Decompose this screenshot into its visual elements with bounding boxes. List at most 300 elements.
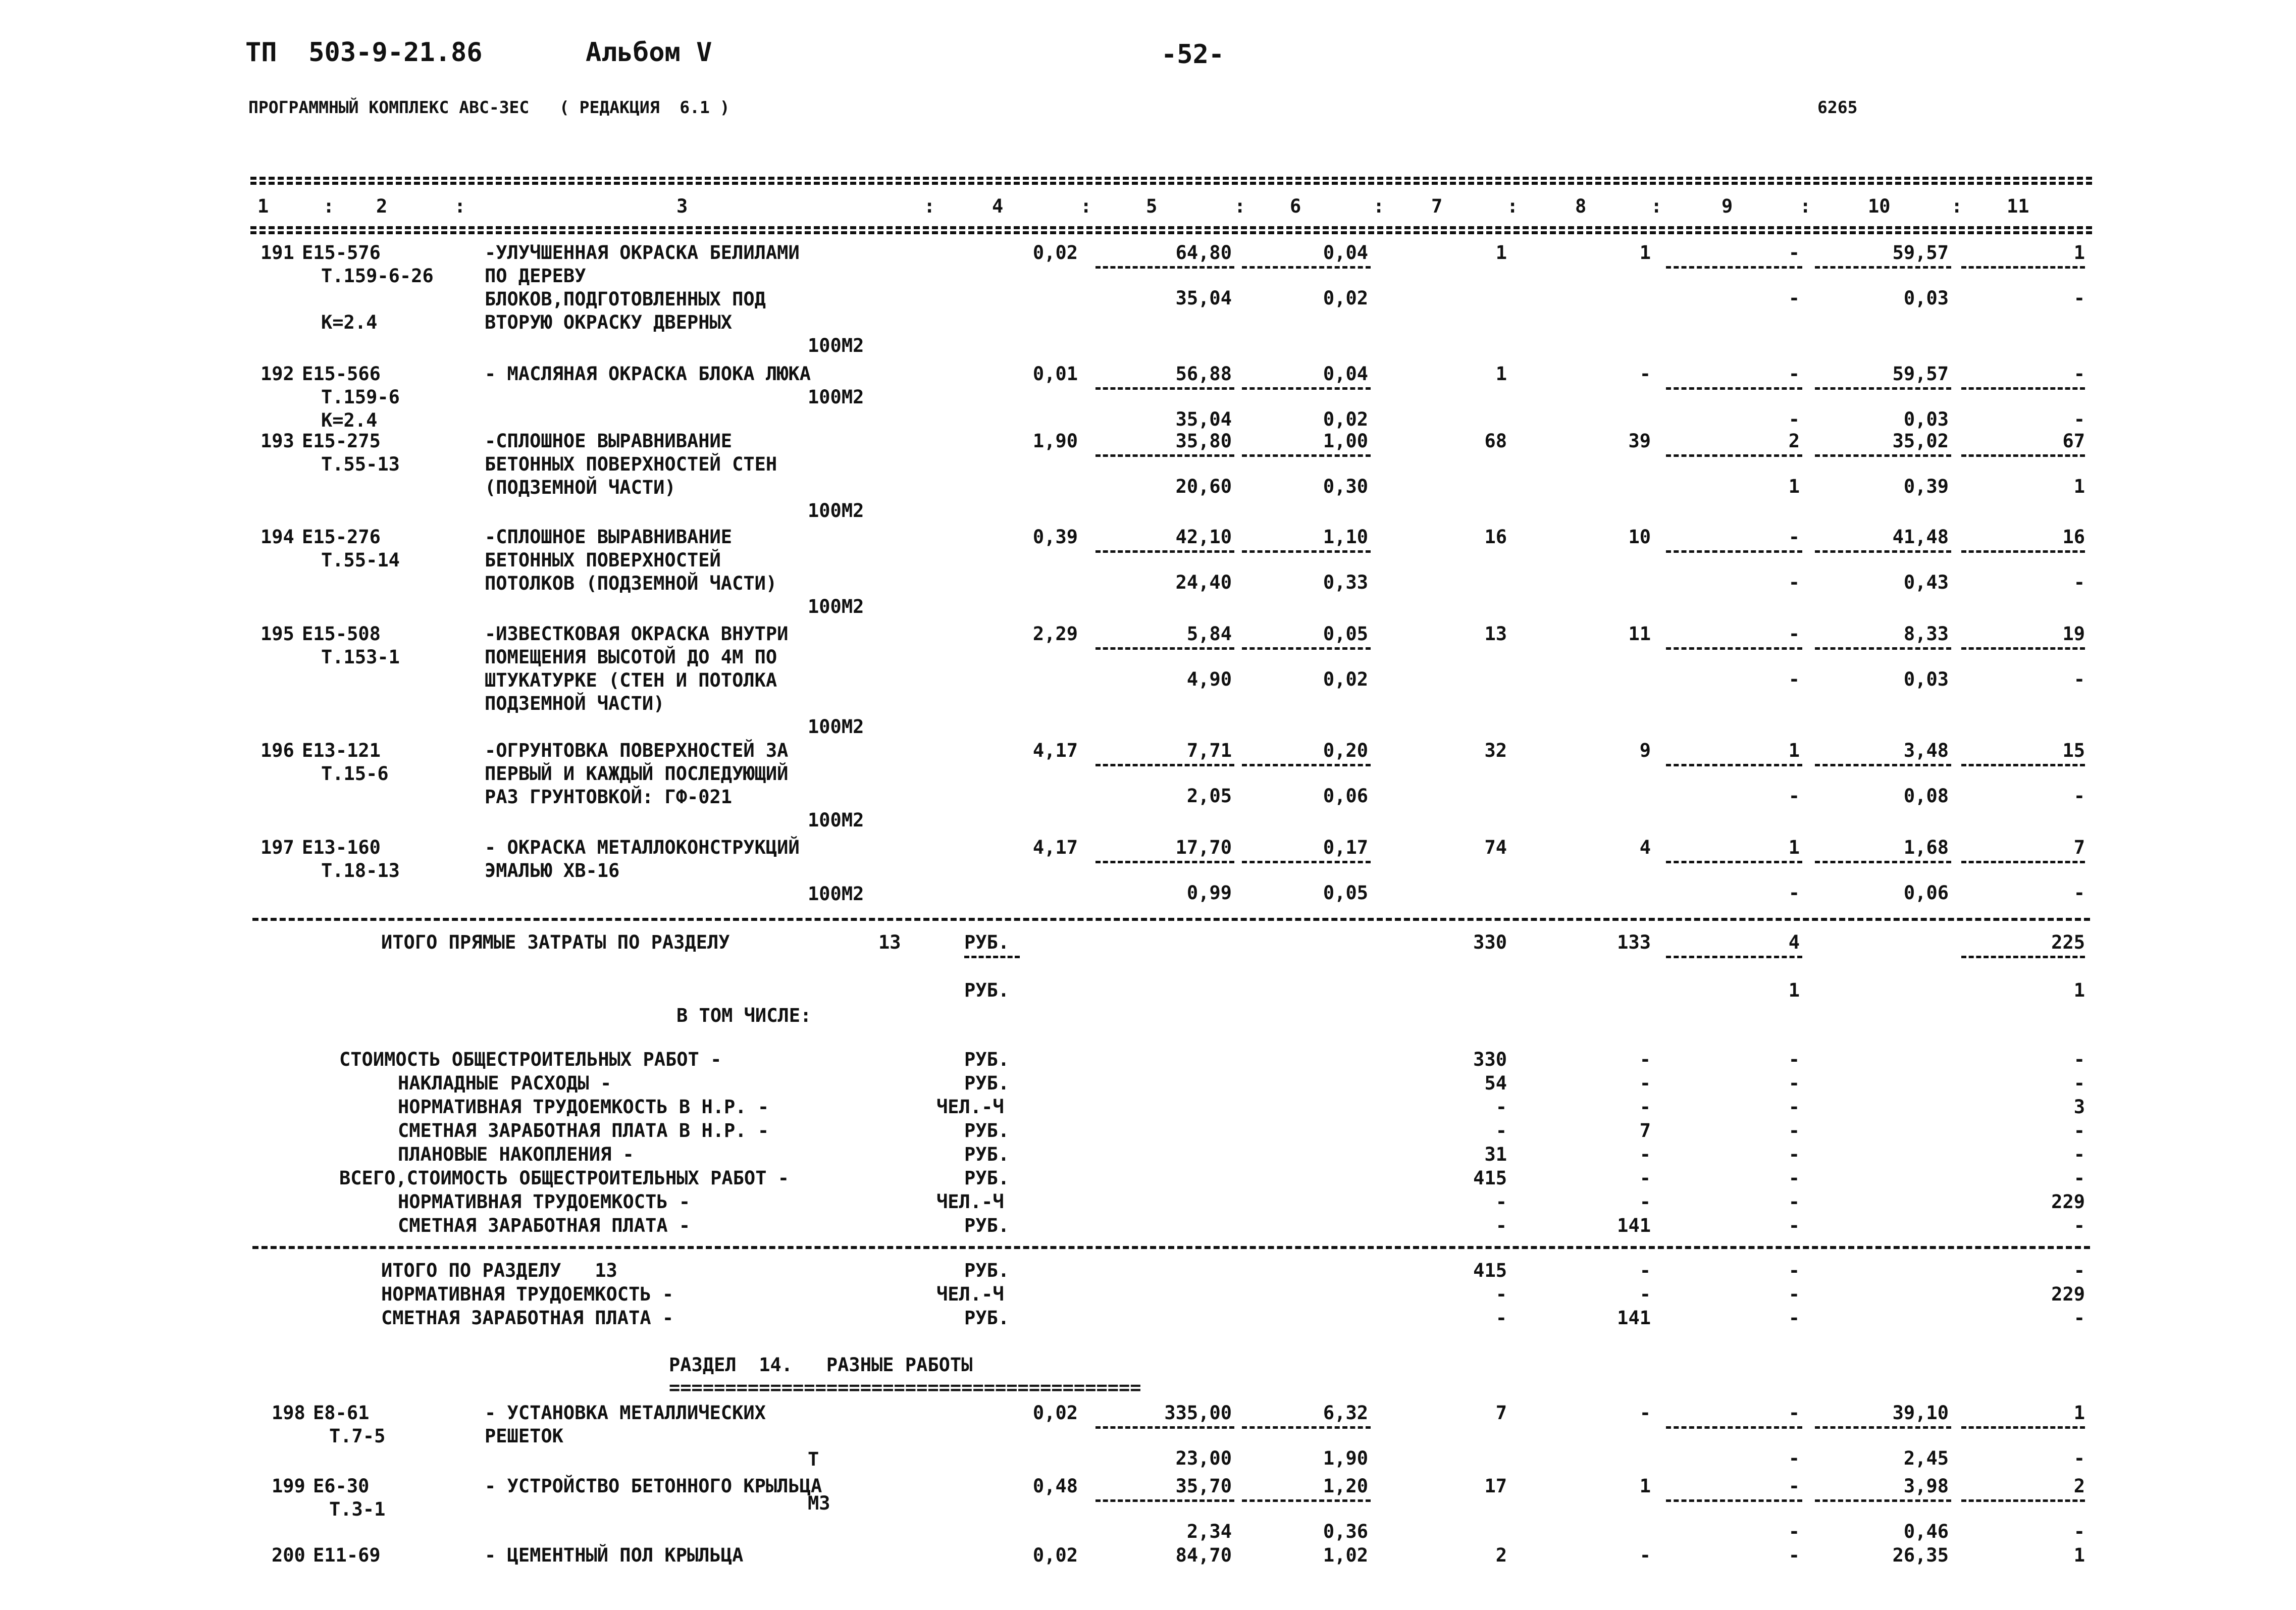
summary-label: СМЕТНАЯ ЗАРАБОТНАЯ ПЛАТА - [398, 1215, 691, 1236]
sub-dash [1242, 1499, 1371, 1502]
sub-dash [1666, 647, 1802, 650]
machine-cost-sub: - [1788, 668, 1800, 690]
summary-label: СТОИМОСТЬ ОБЩЕСТРОИТЕЛЬНЫХ РАБОТ - [339, 1049, 722, 1070]
machine-cost: - [1788, 623, 1800, 645]
unit-wages: 6,32 [1323, 1402, 1368, 1424]
total-cost: 32 [1484, 740, 1507, 761]
item-number: 191 [260, 242, 294, 264]
summary-cost: 54 [1484, 1072, 1507, 1094]
work-description: ЭМАЛЬЮ ХВ-16 [485, 860, 620, 881]
sub-dash [1242, 387, 1371, 390]
section-total-unit: РУБ. [964, 1307, 1010, 1329]
total-wages: 10 [1628, 526, 1651, 548]
sub-dash [1242, 647, 1371, 650]
item-number: 195 [260, 623, 294, 645]
page-number: -52- [1161, 39, 1225, 70]
item-number: 196 [260, 740, 294, 761]
section-total-label: НОРМАТИВНАЯ ТРУДОЕМКОСТЬ - [381, 1283, 674, 1305]
item-number: 198 [272, 1402, 305, 1424]
section-total-cost: - [1495, 1283, 1507, 1305]
total-wages: 1 [1639, 1475, 1651, 1497]
column-header-8: 8 [1575, 195, 1587, 217]
work-description: БЕТОННЫХ ПОВЕРХНОСТЕЙ [485, 549, 721, 571]
summary-label: НАКЛАДНЫЕ РАСХОДЫ - [398, 1072, 612, 1094]
labor-total: 2 [2073, 1475, 2085, 1497]
labor-unit: 3,48 [1903, 740, 1949, 761]
summary-wages: 7 [1639, 1120, 1651, 1141]
item-number: 192 [260, 363, 294, 385]
work-description: ПОДЗЕМНОЙ ЧАСТИ) [485, 693, 665, 714]
summary-machine: - [1788, 1120, 1800, 1141]
unit-wages: 0,17 [1323, 837, 1368, 858]
sub-dash [1242, 1426, 1371, 1429]
item-number: 194 [260, 526, 294, 548]
sub-dash [1961, 1426, 2085, 1429]
total-cost: 2 [1495, 1544, 1507, 1566]
sub-dash [1095, 550, 1234, 553]
column-header-2: 2 [376, 195, 388, 217]
album-label: Альбом V [586, 37, 712, 68]
summary-unit: РУБ. [964, 1072, 1010, 1094]
sub-dash [1095, 454, 1234, 457]
summary-label: НОРМАТИВНАЯ ТРУДОЕМКОСТЬ - [398, 1191, 691, 1213]
norm-code: Е15-275 [302, 430, 381, 452]
unit-of-measure: 100М2 [808, 716, 864, 738]
norm-code: Е13-160 [302, 837, 381, 858]
norm-code: Е6-30 [313, 1475, 370, 1497]
machine-cost-sub: - [1788, 1521, 1800, 1542]
column-separator: : [1373, 195, 1385, 217]
norm-code: Е11-69 [313, 1544, 381, 1566]
unit-wages-sub: 0,33 [1323, 572, 1368, 593]
total-wages: 39 [1628, 430, 1651, 452]
norm-reference: Т.7-5 [329, 1425, 386, 1447]
sub-dash [1961, 647, 2085, 650]
norm-code: Е13-121 [302, 740, 381, 761]
labor-unit: 35,02 [1892, 430, 1949, 452]
unit-of-measure: 100М2 [808, 809, 864, 831]
item-number: 200 [272, 1544, 305, 1566]
machine-cost: 2 [1788, 430, 1800, 452]
summary-unit: РУБ. [964, 1120, 1010, 1141]
work-description: - МАСЛЯНАЯ ОКРАСКА БЛОКА ЛЮКА [485, 363, 811, 385]
sub-dash [1666, 387, 1802, 390]
document-id: ТП 503-9-21.86 [245, 37, 483, 68]
labor-unit: 59,57 [1892, 242, 1949, 264]
total-wages: 1 [1639, 242, 1651, 264]
sub-dash [1666, 764, 1802, 766]
work-description: - ОКРАСКА МЕТАЛЛОКОНСТРУКЦИЙ [485, 837, 800, 858]
unit-wages-sub: 0,02 [1323, 287, 1368, 309]
summary-unit: РУБ. [964, 1167, 1010, 1189]
summary-wages: - [1639, 1096, 1651, 1118]
machine-cost: - [1788, 363, 1800, 385]
labor-unit: 26,35 [1892, 1544, 1949, 1566]
total-cost: 68 [1484, 430, 1507, 452]
unit-of-measure: М3 [808, 1492, 830, 1514]
labor-unit-sub: 0,39 [1903, 476, 1949, 497]
unit-cost: 35,70 [1175, 1475, 1232, 1497]
labor-total-sub: - [2073, 785, 2085, 807]
quantity: 0,39 [1032, 526, 1078, 548]
work-description: БЛОКОВ,ПОДГОТОВЛЕННЫХ ПОД [485, 288, 766, 310]
header-rule-bottom-2 [250, 231, 2092, 234]
work-description: БЕТОННЫХ ПОВЕРХНОСТЕЙ СТЕН [485, 453, 777, 475]
sub-dash [1666, 266, 1802, 269]
unit-of-measure: 100М2 [808, 500, 864, 522]
section-total-machine: - [1788, 1260, 1800, 1281]
summary-machine: - [1788, 1167, 1800, 1189]
work-description: - УСТРОЙСТВО БЕТОННОГО КРЫЛЬЦА [485, 1475, 822, 1497]
column-header-6: 6 [1290, 195, 1301, 217]
summary-cost: 415 [1473, 1167, 1507, 1189]
unit-cost-sub: 20,60 [1175, 476, 1232, 497]
summary-machine: - [1788, 1144, 1800, 1165]
summary-unit: РУБ. [964, 1215, 1010, 1236]
norm-reference: Т.18-13 [321, 860, 400, 881]
section-total-label: СМЕТНАЯ ЗАРАБОТНАЯ ПЛАТА - [381, 1307, 674, 1329]
unit-cost-sub: 23,00 [1175, 1447, 1232, 1469]
summary-labor: - [2073, 1215, 2085, 1236]
sub-dash [1961, 1499, 2085, 1502]
summary-cost: - [1495, 1191, 1507, 1213]
sub-dash [1242, 861, 1371, 863]
program-line: ПРОГРАММНЫЙ КОМПЛЕКС АВС-3ЕС ( РЕДАКЦИЯ 6.1 ) [248, 97, 730, 117]
section-total-unit: ЧЕЛ.-Ч [936, 1283, 1004, 1305]
total-direct-machine-b: 1 [1788, 979, 1800, 1001]
section-total-unit: РУБ. [964, 1260, 1010, 1281]
item-number: 199 [272, 1475, 305, 1497]
section-total-labor: - [2073, 1260, 2085, 1281]
summary-machine: - [1788, 1191, 1800, 1213]
labor-unit: 41,48 [1892, 526, 1949, 548]
labor-unit-sub: 0,08 [1903, 785, 1949, 807]
machine-cost: - [1788, 1402, 1800, 1424]
unit-cost: 56,88 [1175, 363, 1232, 385]
section-total-cost: 415 [1473, 1260, 1507, 1281]
column-header-3: 3 [676, 195, 688, 217]
total-cost: 7 [1495, 1402, 1507, 1424]
unit-of-measure: 100М2 [808, 883, 864, 905]
labor-total: 19 [2062, 623, 2085, 645]
labor-unit-sub: 0,03 [1903, 408, 1949, 430]
total-direct-wages: 133 [1617, 931, 1651, 953]
summary-labor: - [2073, 1120, 2085, 1141]
total-wages: 9 [1639, 740, 1651, 761]
unit-cost: 17,70 [1175, 837, 1232, 858]
sub-dash [1666, 1499, 1802, 1502]
labor-unit: 1,68 [1903, 837, 1949, 858]
machine-cost: - [1788, 1544, 1800, 1566]
labor-unit-sub: 0,43 [1903, 572, 1949, 593]
labor-unit-sub: 0,03 [1903, 287, 1949, 309]
sub-dash [1961, 266, 2085, 269]
sub-dash [1242, 266, 1371, 269]
unit-cost: 35,80 [1175, 430, 1232, 452]
sub-dash [1815, 387, 1951, 390]
sub-dash [1242, 764, 1371, 766]
unit-wages: 0,05 [1323, 623, 1368, 645]
sub-dash [1815, 1499, 1951, 1502]
quantity: 0,02 [1032, 1544, 1078, 1566]
column-separator: : [1951, 195, 1963, 217]
machine-cost-sub: - [1788, 287, 1800, 309]
unit-cost: 7,71 [1186, 740, 1232, 761]
summary-wages: - [1639, 1167, 1651, 1189]
summary-wages: - [1639, 1049, 1651, 1070]
unit-cost-sub: 2,05 [1186, 785, 1232, 807]
machine-cost-sub: - [1788, 1447, 1800, 1469]
summary-unit: ЧЕЛ.-Ч [936, 1191, 1004, 1213]
summary-cost: - [1495, 1096, 1507, 1118]
norm-reference: Т.55-14 [321, 549, 400, 571]
column-header-5: 5 [1146, 195, 1158, 217]
total-wages: - [1639, 1402, 1651, 1424]
column-separator: : [454, 195, 466, 217]
section-total-label: ИТОГО ПО РАЗДЕЛУ 13 [381, 1260, 617, 1281]
labor-total-sub: - [2073, 1521, 2085, 1542]
total-direct-labor-b: 1 [2073, 979, 2085, 1001]
work-description: РАЗ ГРУНТОВКОЙ: ГФ-021 [485, 786, 733, 808]
labor-total-sub: - [2073, 408, 2085, 430]
norm-reference: Т.153-1 [321, 646, 400, 668]
section-total-wages: - [1639, 1260, 1651, 1281]
sub-dash [1666, 454, 1802, 457]
summary-labor: - [2073, 1049, 2085, 1070]
summary-labor: - [2073, 1167, 2085, 1189]
column-separator: : [1800, 195, 1811, 217]
unit-wages: 0,04 [1323, 363, 1368, 385]
labor-unit-sub: 0,46 [1903, 1521, 1949, 1542]
item-number: 193 [260, 430, 294, 452]
sub-dash [1095, 266, 1234, 269]
work-description: -СПЛОШНОЕ ВЫРАВНИВАНИЕ [485, 430, 733, 452]
quantity: 2,29 [1032, 623, 1078, 645]
summary-cost: 330 [1473, 1049, 1507, 1070]
labor-unit: 8,33 [1903, 623, 1949, 645]
unit-cost-sub: 24,40 [1175, 572, 1232, 593]
total-wages: 4 [1639, 837, 1651, 858]
column-header-9: 9 [1721, 195, 1733, 217]
unit-wages: 1,00 [1323, 430, 1368, 452]
quantity: 4,17 [1032, 740, 1078, 761]
summary-labor: - [2073, 1144, 2085, 1165]
work-description: - УСТАНОВКА МЕТАЛЛИЧЕСКИХ [485, 1402, 766, 1424]
section-total-machine: - [1788, 1307, 1800, 1329]
sub-dash [1815, 266, 1951, 269]
norm-reference: Т.15-6 [321, 763, 389, 785]
column-separator: : [1080, 195, 1092, 217]
work-description: ПОМЕЩЕНИЯ ВЫСОТОЙ ДО 4М ПО [485, 646, 777, 668]
unit-cost-sub: 0,99 [1186, 882, 1232, 904]
sub-dash [1666, 956, 1802, 958]
unit-wages: 0,04 [1323, 242, 1368, 264]
sub-dash [1095, 387, 1234, 390]
summary-wages: - [1639, 1191, 1651, 1213]
unit-wages: 1,10 [1323, 526, 1368, 548]
summary-label: СМЕТНАЯ ЗАРАБОТНАЯ ПЛАТА В Н.Р. - [398, 1120, 769, 1141]
section-14-underline: ========================================== [669, 1377, 1141, 1398]
machine-cost: - [1788, 1475, 1800, 1497]
summary-cost: - [1495, 1120, 1507, 1141]
machine-cost-sub: - [1788, 785, 1800, 807]
item-number: 197 [260, 837, 294, 858]
labor-unit: 39,10 [1892, 1402, 1949, 1424]
labor-total-sub: - [2073, 1447, 2085, 1469]
column-header-11: 11 [2007, 195, 2029, 217]
total-direct-label: ИТОГО ПРЯМЫЕ ЗАТРАТЫ ПО РАЗДЕЛУ [381, 931, 730, 953]
summary-machine: - [1788, 1215, 1800, 1236]
work-description: РЕШЕТОК [485, 1425, 563, 1447]
sub-dash [1961, 550, 2085, 553]
column-separator: : [1234, 195, 1246, 217]
norm-code: Е15-508 [302, 623, 381, 645]
work-description: ПЕРВЫЙ И КАЖДЫЙ ПОСЛЕДУЮЩИЙ [485, 763, 789, 785]
labor-total: 1 [2073, 1544, 2085, 1566]
sub-dash [1242, 550, 1371, 553]
unit-cost-sub: 4,90 [1186, 668, 1232, 690]
labor-total: 16 [2062, 526, 2085, 548]
quantity: 0,01 [1032, 363, 1078, 385]
column-header-10: 10 [1868, 195, 1891, 217]
total-direct-cost: 330 [1473, 931, 1507, 953]
unit-of-measure: Т [808, 1448, 819, 1470]
labor-unit: 59,57 [1892, 363, 1949, 385]
labor-total: 1 [2073, 242, 2085, 264]
header-rule-top [250, 177, 2092, 180]
labor-unit: 3,98 [1903, 1475, 1949, 1497]
section-total-wages: 141 [1617, 1307, 1651, 1329]
sub-dash [1095, 764, 1234, 766]
sub-dash [1815, 1426, 1951, 1429]
quantity: 0,48 [1032, 1475, 1078, 1497]
quantity: 1,90 [1032, 430, 1078, 452]
machine-cost-sub: 1 [1788, 476, 1800, 497]
labor-total: 67 [2062, 430, 2085, 452]
section-14-title: РАЗДЕЛ 14. РАЗНЫЕ РАБОТЫ [669, 1354, 973, 1376]
labor-unit-sub: 2,45 [1903, 1447, 1949, 1469]
sub-dash [1961, 861, 2085, 863]
sub-dash [1666, 550, 1802, 553]
sub-dash [1666, 1426, 1802, 1429]
sub-dash [1095, 861, 1234, 863]
work-description: ВТОРУЮ ОКРАСКУ ДВЕРНЫХ [485, 311, 733, 333]
column-header-1: 1 [257, 195, 269, 217]
summary-unit: РУБ. [964, 1049, 1010, 1070]
summary-machine: - [1788, 1049, 1800, 1070]
total-cost: 13 [1484, 623, 1507, 645]
unit-of-measure: 100М2 [808, 386, 864, 408]
labor-total: 7 [2073, 837, 2085, 858]
total-cost: 74 [1484, 837, 1507, 858]
total-direct-section: 13 [878, 931, 901, 953]
section-total-rule [252, 1246, 2090, 1249]
labor-total-sub: - [2073, 287, 2085, 309]
norm-code: Е15-276 [302, 526, 381, 548]
sub-dash [1961, 454, 2085, 457]
unit-wages-sub: 1,90 [1323, 1447, 1368, 1469]
sub-dash [1095, 1426, 1234, 1429]
work-description: -СПЛОШНОЕ ВЫРАВНИВАНИЕ [485, 526, 733, 548]
unit-cost: 64,80 [1175, 242, 1232, 264]
machine-cost: - [1788, 526, 1800, 548]
machine-cost: - [1788, 242, 1800, 264]
unit-wages-sub: 0,30 [1323, 476, 1368, 497]
norm-code: Е8-61 [313, 1402, 370, 1424]
unit-cost: 5,84 [1186, 623, 1232, 645]
unit-wages: 1,20 [1323, 1475, 1368, 1497]
unit-cost: 84,70 [1175, 1544, 1232, 1566]
summary-machine: - [1788, 1072, 1800, 1094]
summary-label: НОРМАТИВНАЯ ТРУДОЕМКОСТЬ В Н.Р. - [398, 1096, 769, 1118]
summary-wages: 141 [1617, 1215, 1651, 1236]
total-wages: - [1639, 363, 1651, 385]
norm-code: Е15-566 [302, 363, 381, 385]
total-direct-labor: 225 [2051, 931, 2085, 953]
unit-of-measure: 100М2 [808, 596, 864, 617]
column-header-4: 4 [992, 195, 1004, 217]
summary-unit: ЧЕЛ.-Ч [936, 1096, 1004, 1118]
total-direct-unit: РУБ. [964, 931, 1010, 953]
sub-dash [1961, 387, 2085, 390]
unit-cost-sub: 35,04 [1175, 408, 1232, 430]
sub-dash [1815, 550, 1951, 553]
labor-total-sub: - [2073, 668, 2085, 690]
section-total-wages: - [1639, 1283, 1651, 1305]
column-separator: : [924, 195, 935, 217]
quantity: 0,02 [1032, 1402, 1078, 1424]
sub-dash [1815, 764, 1951, 766]
unit-wages: 1,02 [1323, 1544, 1368, 1566]
summary-cost: 31 [1484, 1144, 1507, 1165]
work-description: -ИЗВЕСТКОВАЯ ОКРАСКА ВНУТРИ [485, 623, 789, 645]
sub-dash [964, 956, 1020, 958]
unit-cost-sub: 35,04 [1175, 287, 1232, 309]
labor-total-sub: - [2073, 572, 2085, 593]
labor-total: 15 [2062, 740, 2085, 761]
unit-cost: 335,00 [1164, 1402, 1232, 1424]
unit-wages-sub: 0,02 [1323, 408, 1368, 430]
norm-reference: Т.159-6 [321, 386, 400, 408]
section-total-cost: - [1495, 1307, 1507, 1329]
norm-code: Е15-576 [302, 242, 381, 264]
unit-wages-sub: 0,05 [1323, 882, 1368, 904]
column-header-7: 7 [1431, 195, 1443, 217]
norm-reference: Т.55-13 [321, 453, 400, 475]
machine-cost-sub: - [1788, 572, 1800, 593]
coefficient: К=2.4 [321, 409, 378, 431]
section-total-labor: 229 [2051, 1283, 2085, 1305]
sub-dash [1815, 647, 1951, 650]
summary-labor: 3 [2073, 1096, 2085, 1118]
summary-wages: - [1639, 1144, 1651, 1165]
summary-cost: - [1495, 1215, 1507, 1236]
unit-wages-sub: 0,36 [1323, 1521, 1368, 1542]
sub-dash [1095, 647, 1234, 650]
summary-unit: РУБ. [964, 1144, 1010, 1165]
total-wages: - [1639, 1544, 1651, 1566]
machine-cost-sub: - [1788, 408, 1800, 430]
section-total-machine: - [1788, 1283, 1800, 1305]
labor-unit-sub: 0,06 [1903, 882, 1949, 904]
work-description: -ОГРУНТОВКА ПОВЕРХНОСТЕЙ ЗА [485, 740, 789, 761]
section-total-labor: - [2073, 1307, 2085, 1329]
document-code: 6265 [1817, 97, 1858, 117]
column-separator: : [1507, 195, 1519, 217]
labor-unit-sub: 0,03 [1903, 668, 1949, 690]
work-description: ПО ДЕРЕВУ [485, 265, 586, 287]
total-direct-unit-b: РУБ. [964, 979, 1010, 1001]
